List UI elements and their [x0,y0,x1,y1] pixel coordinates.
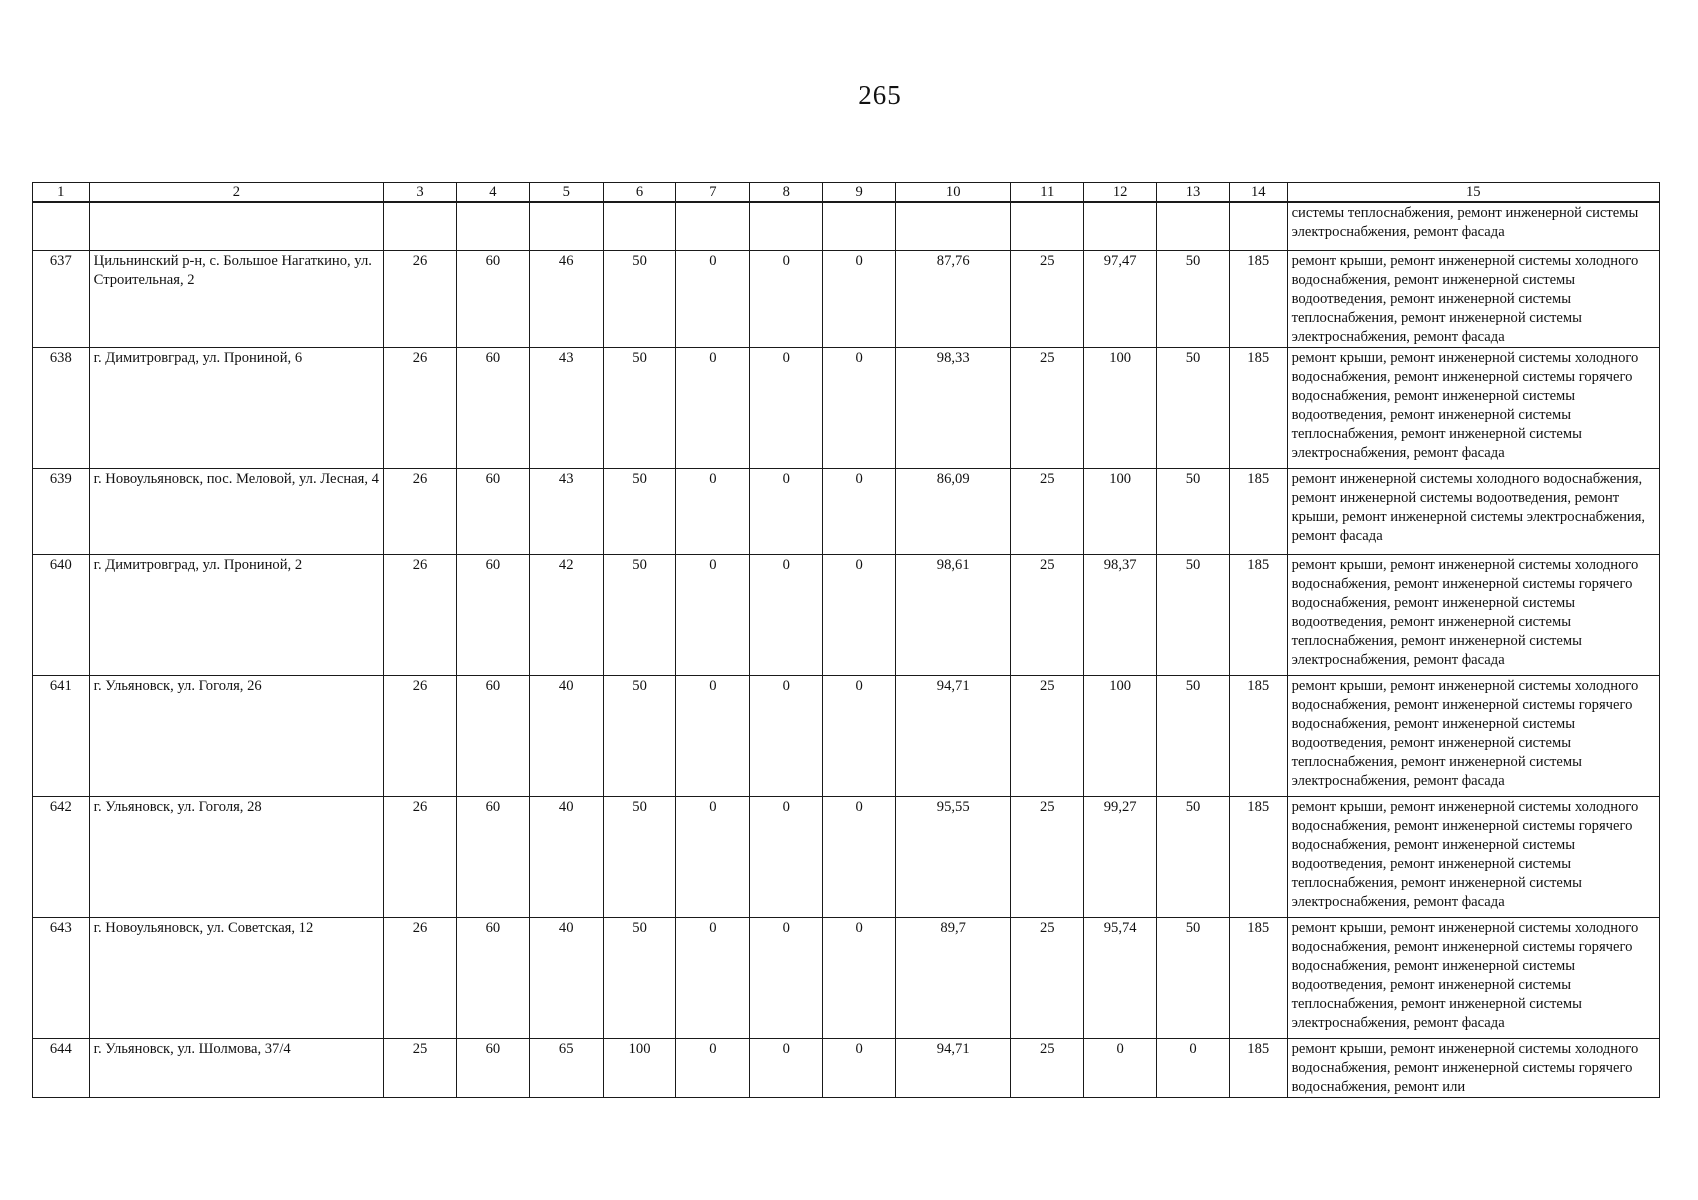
row-number-cell: 641 [33,675,90,796]
cell-col-13: 50 [1157,917,1230,1038]
cell-col-4: 60 [456,917,529,1038]
cell-col-6: 50 [603,347,676,468]
cell-col-13: 50 [1157,468,1230,554]
column-header-8: 8 [750,183,823,203]
cell-col-7 [676,202,750,250]
cell-col-5: 65 [529,1038,603,1097]
table-row [33,917,1660,1038]
cell-col-5: 46 [529,250,603,347]
cell-col-5 [529,202,603,250]
cell-col-9: 0 [823,1038,896,1097]
cell-col-8: 0 [750,675,823,796]
table-row [33,1038,1660,1097]
works-description-cell: ремонт инженерной системы холодного водоснабжения, ремонт инженерной системы водоотведения, ремонт крыши, ремонт инженерной системы электроснабжения, ремонт фасада [1287,468,1659,554]
cell-col-11: 25 [1011,1038,1084,1097]
row-number-cell: 642 [33,796,90,917]
works-description-cell: системы теплоснабжения, ремонт инженерной системы электроснабжения, ремонт фасада [1287,202,1659,250]
cell-col-8: 0 [750,917,823,1038]
cell-col-10: 89,7 [896,917,1011,1038]
cell-col-8: 0 [750,250,823,347]
cell-col-7: 0 [676,468,750,554]
cell-col-12: 0 [1084,1038,1157,1097]
cell-col-8: 0 [750,554,823,675]
cell-col-4: 60 [456,675,529,796]
cell-col-12: 95,74 [1084,917,1157,1038]
cell-col-3: 26 [384,796,457,917]
cell-col-14: 185 [1229,917,1287,1038]
cell-col-14: 185 [1229,675,1287,796]
table-row [33,675,1660,796]
cell-col-5: 40 [529,917,603,1038]
row-number-cell [33,202,90,250]
column-header-11: 11 [1011,183,1084,203]
cell-col-10: 86,09 [896,468,1011,554]
address-cell: г. Ульяновск, ул. Гоголя, 26 [89,675,383,796]
cell-col-9: 0 [823,796,896,917]
column-header-6: 6 [603,183,676,203]
column-header-4: 4 [456,183,529,203]
cell-col-4: 60 [456,554,529,675]
table-row [33,554,1660,675]
cell-col-9: 0 [823,468,896,554]
cell-col-12: 100 [1084,468,1157,554]
cell-col-14: 185 [1229,347,1287,468]
cell-col-9: 0 [823,250,896,347]
cell-col-8 [750,202,823,250]
cell-col-4 [456,202,529,250]
cell-col-14: 185 [1229,796,1287,917]
address-cell: г. Димитровград, ул. Прониной, 2 [89,554,383,675]
cell-col-12: 97,47 [1084,250,1157,347]
cell-col-14: 185 [1229,554,1287,675]
cell-col-7: 0 [676,917,750,1038]
cell-col-14 [1229,202,1287,250]
cell-col-6: 50 [603,468,676,554]
cell-col-3: 26 [384,917,457,1038]
cell-col-7: 0 [676,347,750,468]
cell-col-4: 60 [456,796,529,917]
column-header-3: 3 [384,183,457,203]
cell-col-12: 98,37 [1084,554,1157,675]
cell-col-3: 26 [384,468,457,554]
cell-col-3: 26 [384,554,457,675]
cell-col-7: 0 [676,796,750,917]
cell-col-5: 43 [529,468,603,554]
cell-col-14: 185 [1229,1038,1287,1097]
cell-col-13: 50 [1157,554,1230,675]
page-number: 265 [858,80,902,110]
cell-col-6: 50 [603,250,676,347]
cell-col-11: 25 [1011,675,1084,796]
column-header-9: 9 [823,183,896,203]
column-header-13: 13 [1157,183,1230,203]
cell-col-12: 100 [1084,675,1157,796]
address-cell: г. Ульяновск, ул. Гоголя, 28 [89,796,383,917]
cell-col-13: 50 [1157,675,1230,796]
cell-col-7: 0 [676,250,750,347]
cell-col-13: 0 [1157,1038,1230,1097]
table-row [33,347,1660,468]
cell-col-3: 26 [384,347,457,468]
cell-col-10: 95,55 [896,796,1011,917]
table-row [33,468,1660,554]
cell-col-9: 0 [823,554,896,675]
column-header-10: 10 [896,183,1011,203]
cell-col-6: 100 [603,1038,676,1097]
cell-col-12: 100 [1084,347,1157,468]
cell-col-11: 25 [1011,554,1084,675]
table-row [33,202,1660,250]
cell-col-11: 25 [1011,250,1084,347]
cell-col-3: 26 [384,675,457,796]
address-cell: г. Новоульяновск, пос. Меловой, ул. Лесная, 4 [89,468,383,554]
works-description-cell: ремонт крыши, ремонт инженерной системы холодного водоснабжения, ремонт инженерной системы горячего водоснабжения, ремонт инженерной системы водоотведения, ремонт инженерной системы теплоснабжения, ремонт инженерной системы электроснабжения, ремонт фасада [1287,554,1659,675]
cell-col-5: 43 [529,347,603,468]
cell-col-9: 0 [823,675,896,796]
cell-col-14: 185 [1229,468,1287,554]
cell-col-12 [1084,202,1157,250]
column-header-12: 12 [1084,183,1157,203]
works-description-cell: ремонт крыши, ремонт инженерной системы холодного водоснабжения, ремонт инженерной системы водоотведения, ремонт инженерной системы теплоснабжения, ремонт инженерной системы электроснабжения, ремонт фасада [1287,250,1659,347]
cell-col-8: 0 [750,1038,823,1097]
cell-col-10: 98,33 [896,347,1011,468]
cell-col-9: 0 [823,917,896,1038]
row-number-cell: 637 [33,250,90,347]
address-cell: г. Новоульяновск, ул. Советская, 12 [89,917,383,1038]
row-number-cell: 640 [33,554,90,675]
address-cell: г. Ульяновск, ул. Шолмова, 37/4 [89,1038,383,1097]
works-description-cell: ремонт крыши, ремонт инженерной системы холодного водоснабжения, ремонт инженерной системы горячего водоснабжения, ремонт инженерной системы водоотведения, ремонт инженерной системы теплоснабжения, ремонт инженерной системы электроснабжения, ремонт фасада [1287,347,1659,468]
row-number-cell: 644 [33,1038,90,1097]
column-header-14: 14 [1229,183,1287,203]
cell-col-11: 25 [1011,796,1084,917]
address-cell [89,202,383,250]
table-row [33,250,1660,347]
cell-col-11 [1011,202,1084,250]
data-table [32,182,1660,1098]
cell-col-3: 25 [384,1038,457,1097]
cell-col-5: 40 [529,796,603,917]
cell-col-9 [823,202,896,250]
cell-col-6: 50 [603,796,676,917]
cell-col-11: 25 [1011,468,1084,554]
address-cell: г. Димитровград, ул. Прониной, 6 [89,347,383,468]
cell-col-5: 42 [529,554,603,675]
cell-col-13: 50 [1157,347,1230,468]
cell-col-7: 0 [676,675,750,796]
works-description-cell: ремонт крыши, ремонт инженерной системы холодного водоснабжения, ремонт инженерной системы горячего водоснабжения, ремонт инженерной системы водоотведения, ремонт инженерной системы теплоснабжения, ремонт инженерной системы электроснабжения, ремонт фасада [1287,796,1659,917]
column-header-7: 7 [676,183,750,203]
cell-col-13: 50 [1157,250,1230,347]
cell-col-10: 87,76 [896,250,1011,347]
cell-col-13 [1157,202,1230,250]
cell-col-12: 99,27 [1084,796,1157,917]
row-number-cell: 643 [33,917,90,1038]
cell-col-13: 50 [1157,796,1230,917]
cell-col-7: 0 [676,1038,750,1097]
cell-col-10 [896,202,1011,250]
cell-col-6 [603,202,676,250]
cell-col-8: 0 [750,796,823,917]
column-header-5: 5 [529,183,603,203]
cell-col-4: 60 [456,1038,529,1097]
cell-col-6: 50 [603,675,676,796]
cell-col-4: 60 [456,347,529,468]
column-header-1: 1 [33,183,90,203]
table-body [33,202,1660,1097]
table-row [33,796,1660,917]
cell-col-3 [384,202,457,250]
works-description-cell: ремонт крыши, ремонт инженерной системы холодного водоснабжения, ремонт инженерной системы горячего водоснабжения, ремонт инженерной системы водоотведения, ремонт инженерной системы теплоснабжения, ремонт инженерной системы электроснабжения, ремонт фасада [1287,675,1659,796]
cell-col-4: 60 [456,250,529,347]
column-header-2: 2 [89,183,383,203]
cell-col-4: 60 [456,468,529,554]
cell-col-10: 94,71 [896,1038,1011,1097]
header-row [33,183,1660,203]
cell-col-11: 25 [1011,347,1084,468]
row-number-cell: 639 [33,468,90,554]
cell-col-3: 26 [384,250,457,347]
works-description-cell: ремонт крыши, ремонт инженерной системы холодного водоснабжения, ремонт инженерной системы горячего водоснабжения, ремонт или [1287,1038,1659,1097]
works-description-cell: ремонт крыши, ремонт инженерной системы холодного водоснабжения, ремонт инженерной системы горячего водоснабжения, ремонт инженерной системы водоотведения, ремонт инженерной системы теплоснабжения, ремонт инженерной системы электроснабжения, ремонт фасада [1287,917,1659,1038]
cell-col-6: 50 [603,554,676,675]
cell-col-10: 98,61 [896,554,1011,675]
cell-col-8: 0 [750,468,823,554]
cell-col-7: 0 [676,554,750,675]
address-cell: Цильнинский р-н, с. Большое Нагаткино, ул. Строительная, 2 [89,250,383,347]
cell-col-14: 185 [1229,250,1287,347]
cell-col-5: 40 [529,675,603,796]
cell-col-6: 50 [603,917,676,1038]
cell-col-10: 94,71 [896,675,1011,796]
row-number-cell: 638 [33,347,90,468]
column-header-15: 15 [1287,183,1659,203]
cell-col-8: 0 [750,347,823,468]
cell-col-11: 25 [1011,917,1084,1038]
cell-col-9: 0 [823,347,896,468]
